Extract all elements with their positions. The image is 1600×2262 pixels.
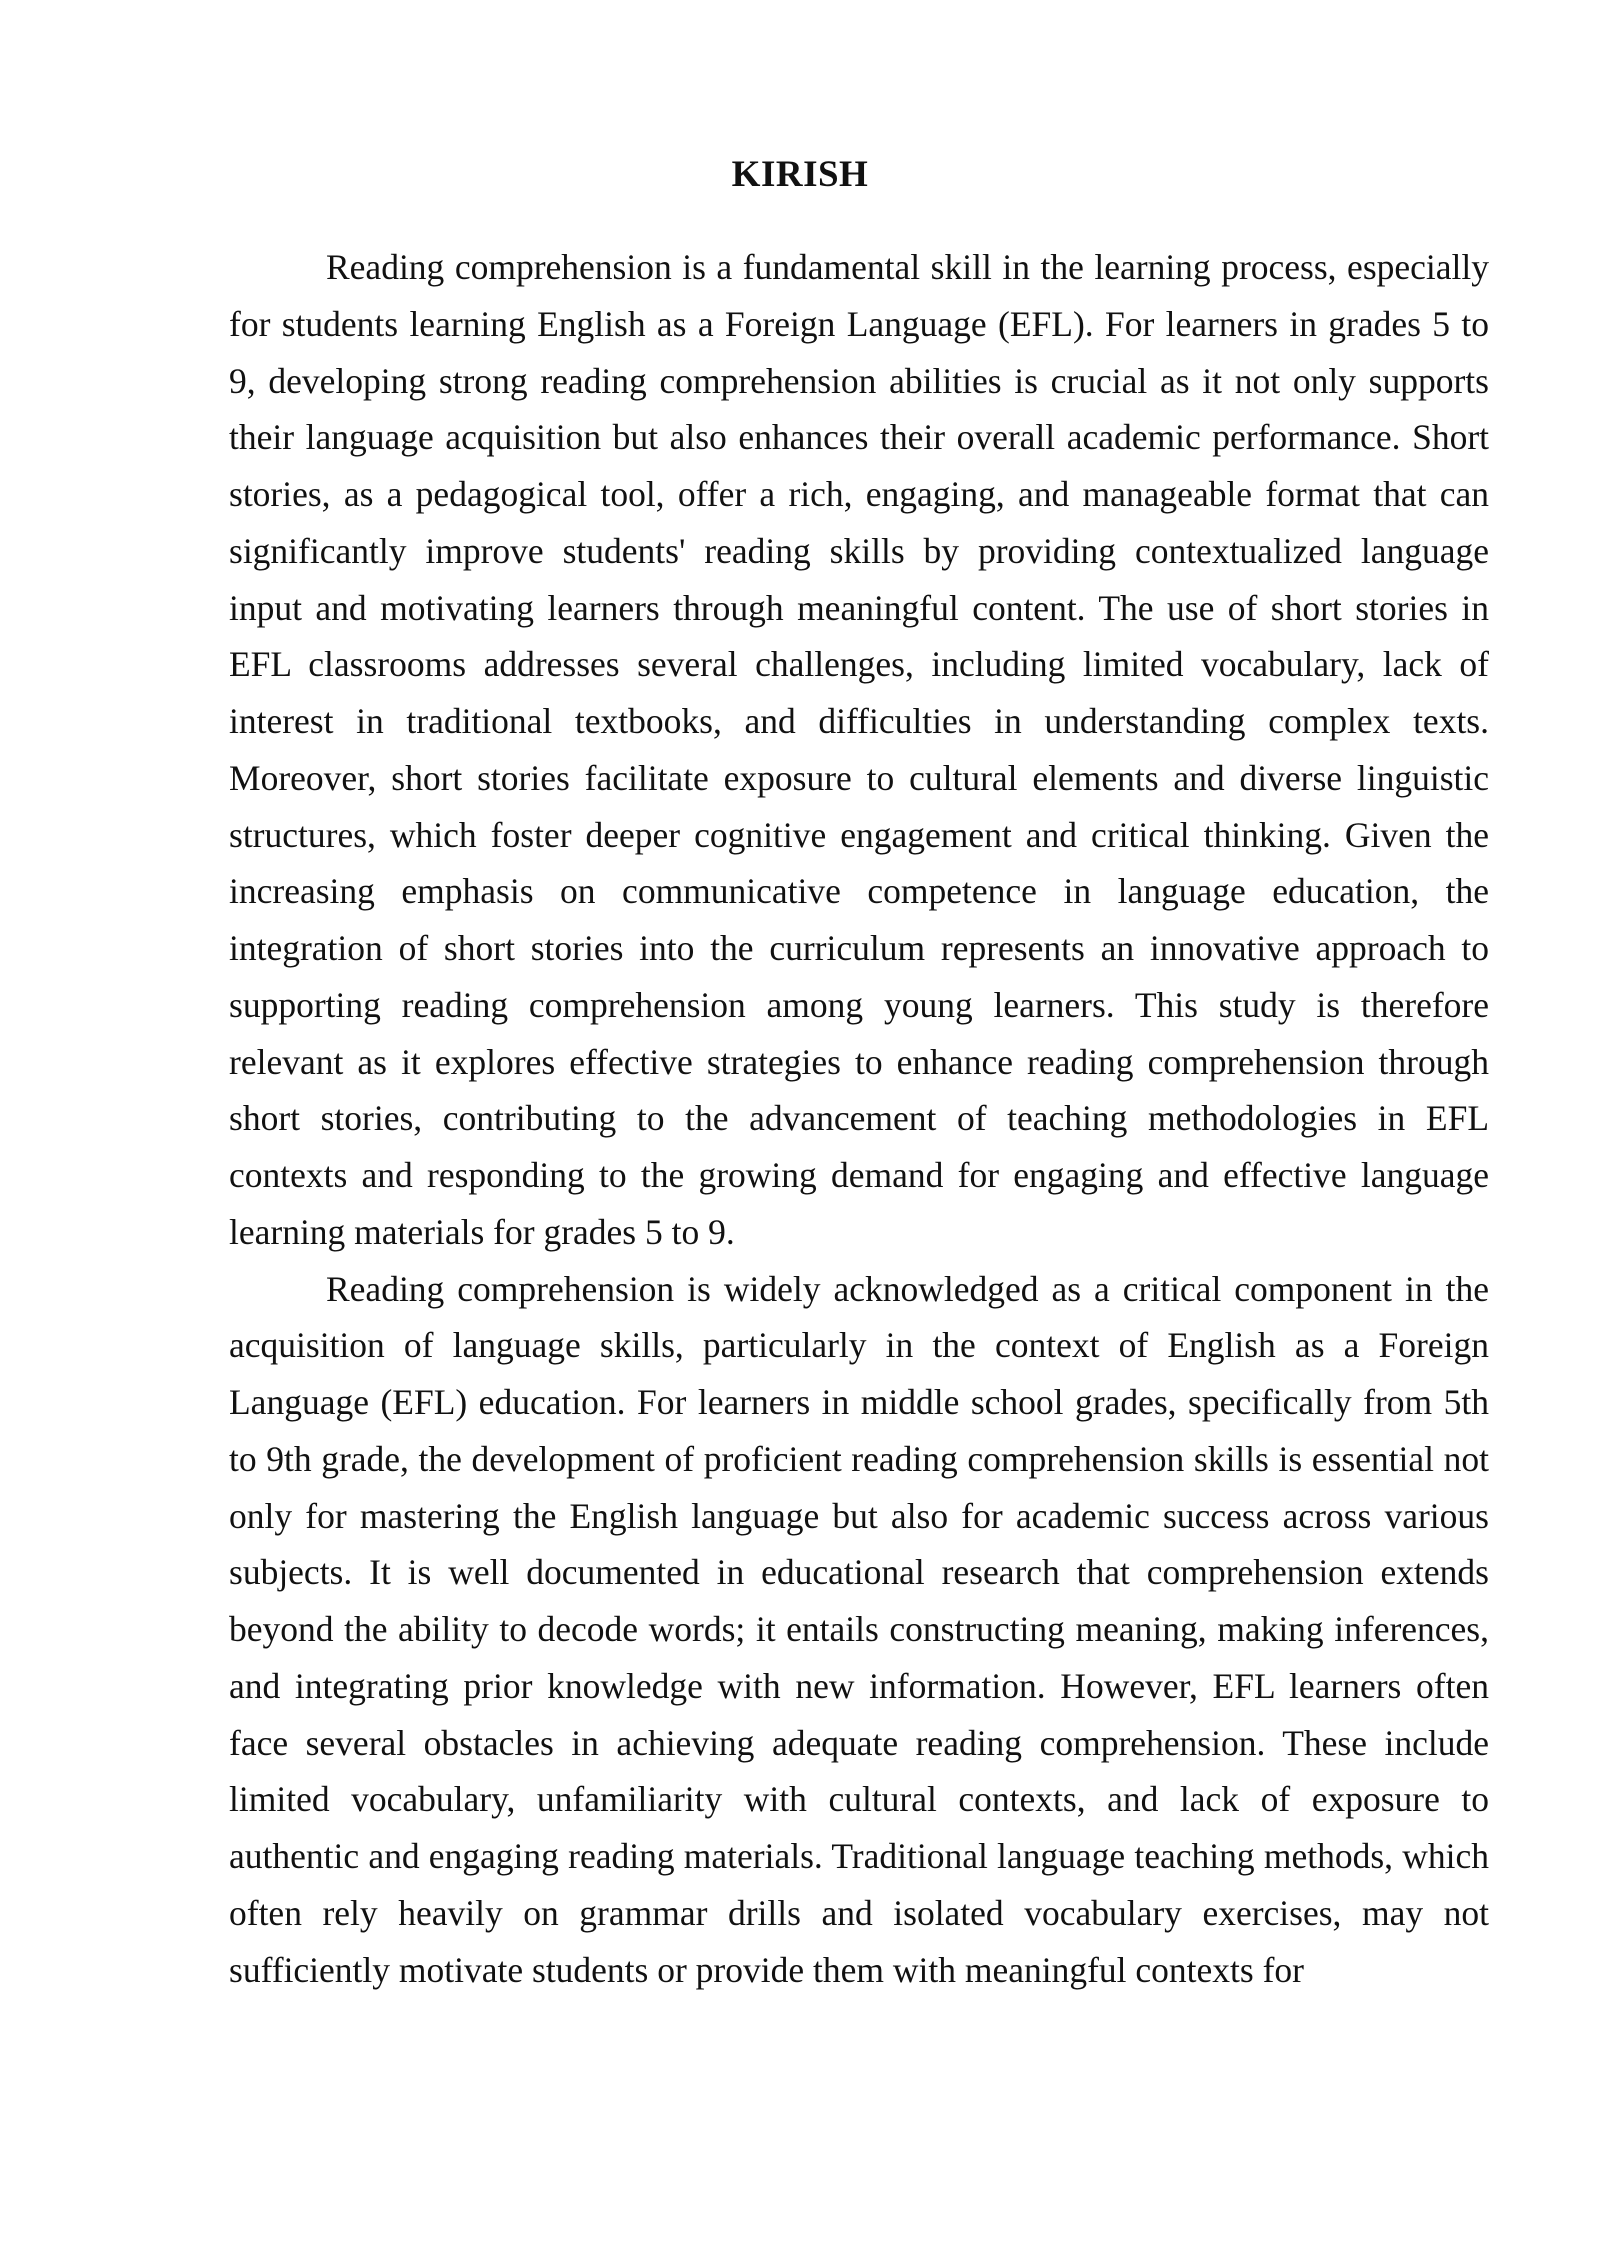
paragraph-1: Reading comprehension is a fundamental skill in the learning process, especially for students learning English as a Foreign Language (EFL). For learners in grades 5 to 9, developing strong reading comprehension abilities is crucial as it not only supports their language acquisition but also enhances their overall academic performance. Short stories, as a pedagogical tool, offer a rich, engaging, and manageable format that can significantly improve students' reading skills by providing contextualized language input and motivating learners through meaningful content. The use of short stories in EFL classrooms addresses several challenges, including limited vocabulary, lack of interest in traditional textbooks, and difficulties in understanding complex texts. Moreover, short stories facilitate exposure to cultural elements and diverse linguistic structures, which foster deeper cognitive engagement and critical thinking. Given the increasing emphasis on communicative competence in language education, the integration of short stories into the curriculum represents an innovative approach to supporting reading comprehension among young learners. This study is therefore relevant as it explores effective strategies to enhance reading comprehension through short stories, contributing to the advancement of teaching methodologies in EFL contexts and responding to the growing demand for engaging and effective language learning materials for grades 5 to 9. — [229, 247, 1489, 1252]
paragraph-2: Reading comprehension is widely acknowledged as a critical component in the acquisition of language skills, particularly in the context of English as a Foreign Language (EFL) education. For learners in middle school grades, specifically from 5th to 9th grade, the development of proficient reading comprehension skills is essential not only for mastering the English language but also for academic success across various subjects. It is well documented in educational research that comprehension extends beyond the ability to decode words; it entails constructing meaning, making inferences, and integrating prior knowledge with new information. However, EFL learners often face several obstacles in achieving adequate reading comprehension. These include limited vocabulary, unfamiliarity with cultural contexts, and lack of exposure to authentic and engaging reading materials. Traditional language teaching methods, which often rely heavily on grammar drills and isolated vocabulary exercises, may not sufficiently motivate students or provide them with meaningful contexts for — [229, 1268, 1489, 1990]
document-body — [229, 239, 1489, 1998]
page-title: KIRISH — [731, 154, 869, 195]
